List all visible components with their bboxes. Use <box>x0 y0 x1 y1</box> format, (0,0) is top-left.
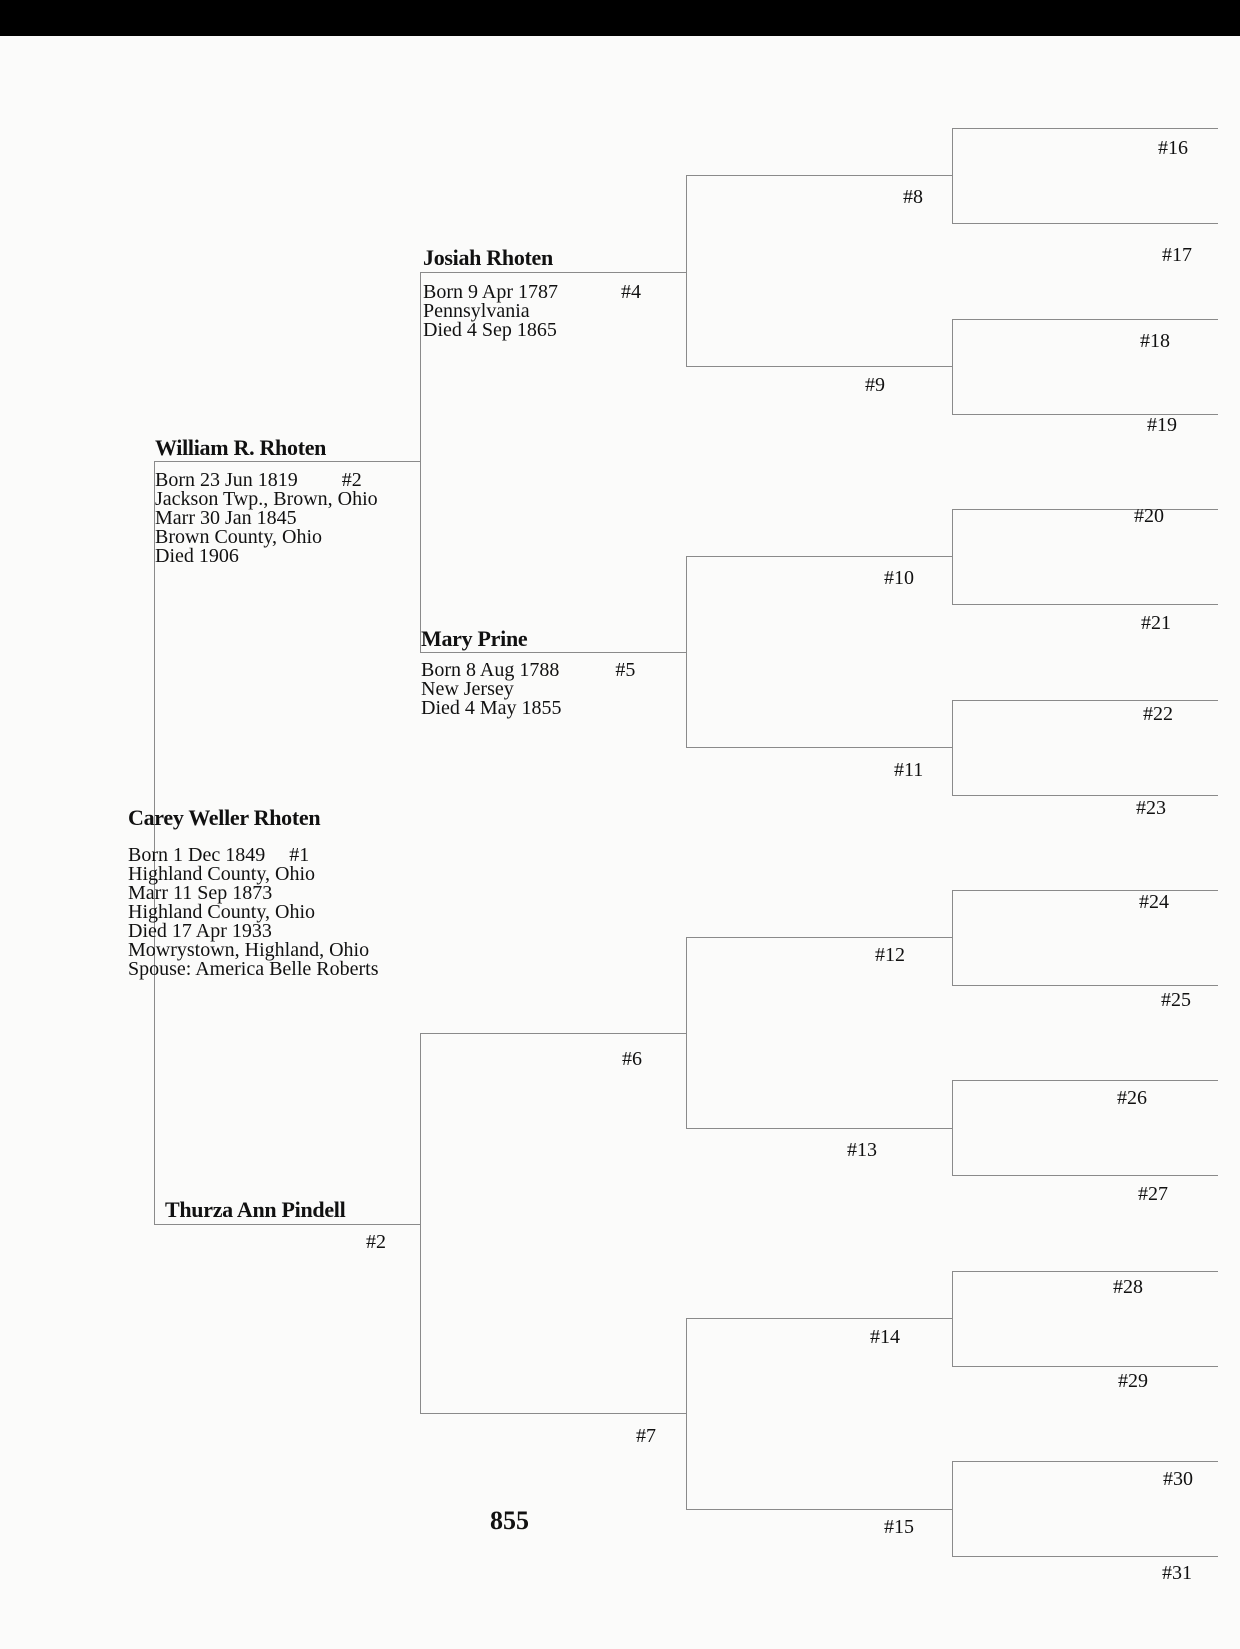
bracket-p8 <box>952 128 953 223</box>
line-p23 <box>952 795 1218 796</box>
bracket-p11 <box>952 700 953 795</box>
ancestor-number-8: #8 <box>903 186 923 208</box>
ancestor-number-21: #21 <box>1141 612 1171 634</box>
person-1-marriage-place: Highland County, Ohio <box>128 901 316 923</box>
person-2-number: #2 <box>341 469 362 491</box>
ancestor-number-10: #10 <box>884 567 914 589</box>
line-p11 <box>686 747 953 748</box>
line-p28 <box>952 1271 1218 1272</box>
ancestor-number-15: #15 <box>884 1516 914 1538</box>
page-number: 855 <box>490 1506 529 1535</box>
ancestor-number-17: #17 <box>1162 244 1192 266</box>
person-2-married: Marr 30 Jan 1845 <box>155 507 297 529</box>
person-4-name: Josiah Rhoten <box>423 245 553 270</box>
bracket-p9 <box>952 319 953 414</box>
person-5-birthplace: New Jersey <box>421 678 514 700</box>
line-p24 <box>952 890 1218 891</box>
ancestor-number-31: #31 <box>1162 1562 1192 1584</box>
bracket-p13 <box>952 1080 953 1175</box>
line-p12 <box>686 937 953 938</box>
bracket-p7 <box>686 1318 687 1509</box>
ancestor-number-25: #25 <box>1161 989 1191 1011</box>
person-1-birthplace: Highland County, Ohio <box>128 863 316 885</box>
line-p9 <box>686 366 953 367</box>
line-p10 <box>686 556 953 557</box>
person-4-born: Born 9 Apr 1787 #4 <box>423 281 641 303</box>
line-p6 <box>420 1033 687 1034</box>
person-3-name: Thurza Ann Pindell <box>165 1197 346 1222</box>
bracket-p5 <box>686 556 687 747</box>
person-1-details <box>128 846 379 979</box>
line-p26 <box>952 1080 1218 1081</box>
person-2-details <box>155 471 378 566</box>
scan-border <box>0 0 1240 36</box>
bracket-p6 <box>686 937 687 1128</box>
line-p13 <box>686 1128 953 1129</box>
person-5-born: Born 8 Aug 1788 #5 <box>421 659 636 681</box>
line-p20 <box>952 509 1218 510</box>
person-1-name: Carey Weller Rhoten <box>128 805 321 830</box>
person-4-died: Died 4 Sep 1865 <box>423 319 557 341</box>
person-1-married: Marr 11 Sep 1873 <box>128 882 273 904</box>
line-p4 <box>420 272 687 273</box>
line-p7 <box>420 1413 687 1414</box>
bracket-p12 <box>952 890 953 985</box>
ancestor-number-30: #30 <box>1163 1468 1193 1490</box>
person-2-marriage-place: Brown County, Ohio <box>155 526 323 548</box>
person-5-details <box>421 661 635 718</box>
line-p25 <box>952 985 1218 986</box>
ancestor-number-20: #20 <box>1134 505 1164 527</box>
line-p21 <box>952 604 1218 605</box>
person-4-details <box>423 283 641 340</box>
line-p5 <box>420 652 687 653</box>
person-2-born: Born 23 Jun 1819 #2 <box>155 469 362 491</box>
line-p27 <box>952 1175 1218 1176</box>
bracket-p2 <box>420 272 421 653</box>
person-5-name: Mary Prine <box>421 626 528 651</box>
line-p3 <box>154 1224 421 1225</box>
person-2-name: William R. Rhoten <box>155 435 327 460</box>
person-5-number: #5 <box>615 659 636 681</box>
line-p16 <box>952 128 1218 129</box>
ancestor-number-26: #26 <box>1117 1087 1147 1109</box>
ancestor-number-9: #9 <box>865 374 885 396</box>
line-p18 <box>952 319 1218 320</box>
ancestor-number-16: #16 <box>1158 137 1188 159</box>
line-p8 <box>686 175 953 176</box>
line-p29 <box>952 1366 1218 1367</box>
person-1-born: Born 1 Dec 1849 #1 <box>128 844 310 866</box>
person-4-number: #4 <box>621 281 641 303</box>
bracket-p10 <box>952 509 953 604</box>
ancestor-number-23: #23 <box>1136 797 1166 819</box>
ancestor-number-24: #24 <box>1139 891 1169 913</box>
bracket-p4 <box>686 175 687 366</box>
ancestor-number-14: #14 <box>870 1326 900 1348</box>
person-1-spouse: Spouse: America Belle Roberts <box>128 958 379 980</box>
line-p22 <box>952 700 1218 701</box>
ancestor-number-11: #11 <box>894 759 924 781</box>
bracket-p15 <box>952 1461 953 1556</box>
line-p15 <box>686 1509 953 1510</box>
line-p31 <box>952 1556 1218 1557</box>
person-3-number: #2 <box>366 1231 386 1253</box>
bracket-p3 <box>420 1033 421 1414</box>
line-p2 <box>154 461 421 462</box>
ancestor-number-22: #22 <box>1143 703 1173 725</box>
person-1-number: #1 <box>289 844 310 866</box>
person-4-birthplace: Pennsylvania <box>423 300 530 322</box>
ancestor-number-6: #6 <box>622 1048 642 1070</box>
ancestor-number-19: #19 <box>1147 414 1177 436</box>
line-p19 <box>952 414 1218 415</box>
line-p14 <box>686 1318 953 1319</box>
person-5-died: Died 4 May 1855 <box>421 697 562 719</box>
person-2-died: Died 1906 <box>155 545 239 567</box>
person-2-birthplace: Jackson Twp., Brown, Ohio <box>155 488 378 510</box>
person-1-died: Died 17 Apr 1933 <box>128 920 272 942</box>
ancestor-number-13: #13 <box>847 1139 877 1161</box>
person-1-death-place: Mowrystown, Highland, Ohio <box>128 939 370 961</box>
ancestor-number-7: #7 <box>636 1425 656 1447</box>
line-p30 <box>952 1461 1218 1462</box>
line-p17 <box>952 223 1218 224</box>
ancestor-number-18: #18 <box>1140 330 1170 352</box>
ancestor-number-12: #12 <box>875 944 905 966</box>
ancestor-number-28: #28 <box>1113 1276 1143 1298</box>
ancestor-number-27: #27 <box>1138 1183 1168 1205</box>
bracket-gen1 <box>154 461 155 1224</box>
bracket-p14 <box>952 1271 953 1366</box>
ancestor-number-29: #29 <box>1118 1370 1148 1392</box>
